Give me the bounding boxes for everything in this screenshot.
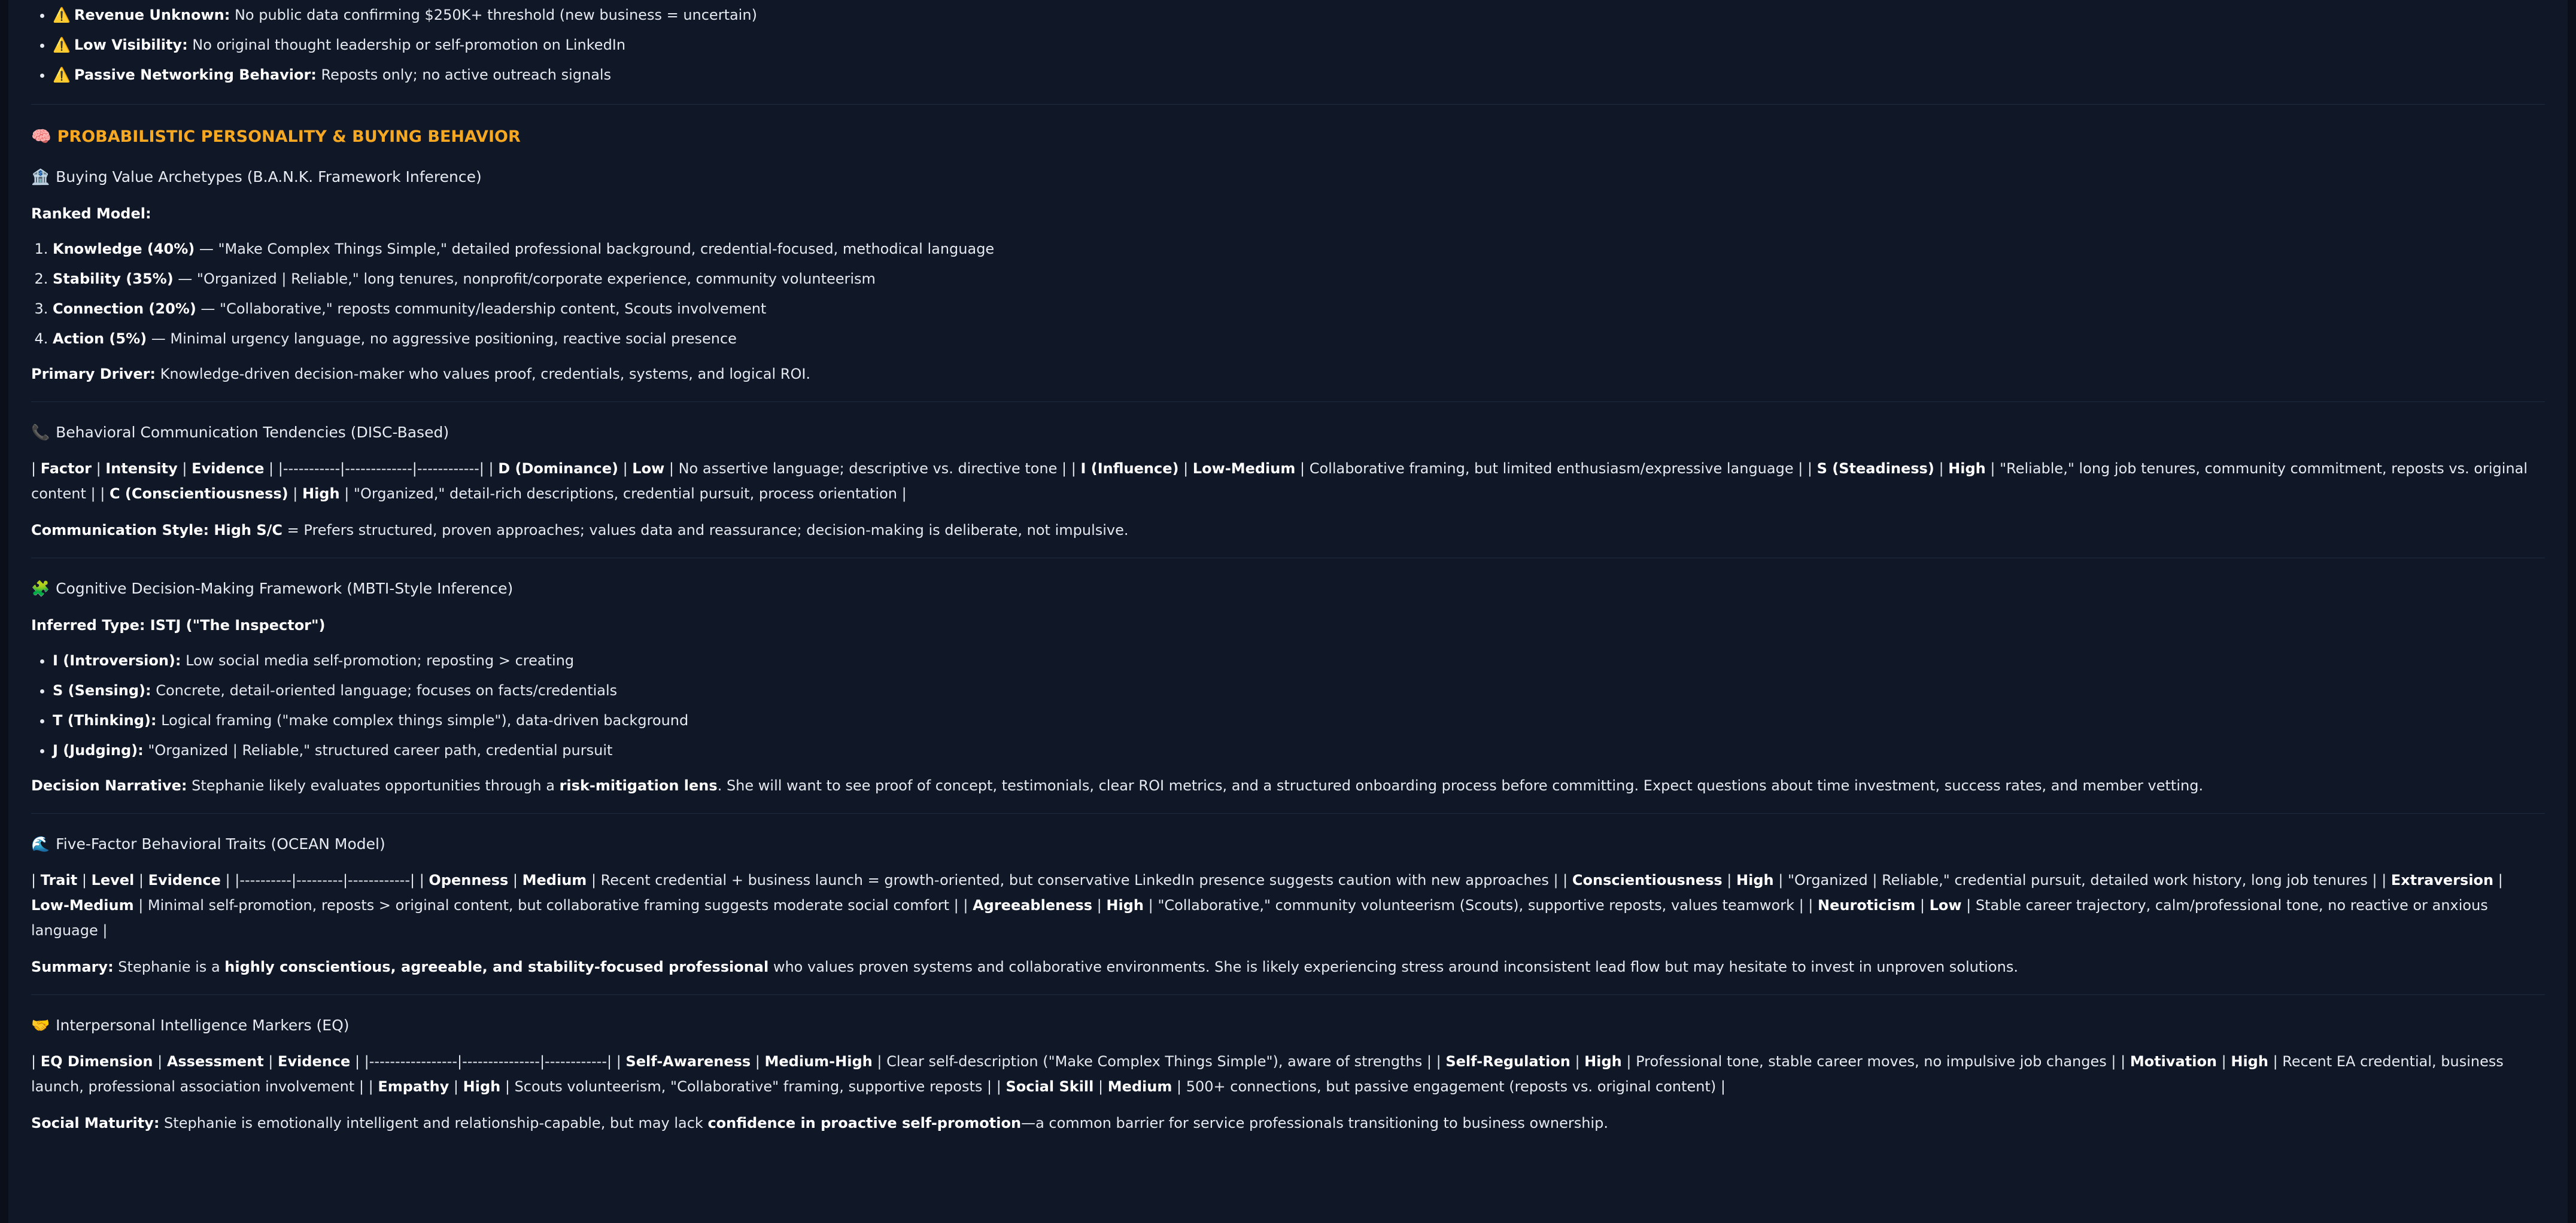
warning-icon: ⚠️ — [53, 36, 71, 53]
ocean-summary: Summary: Stephanie is a highly conscientious, agreeable, and stability-focused professional who values proven systems and collaborative environments. She is likely experiencing stress around inconsistent lead flow but may hesitate to invest in unproven solutions. — [31, 959, 2018, 975]
eq-table-text: | EQ Dimension | Assessment | Evidence | |-----------------|---------------|------------| | Self-Awareness | Medium-High | Clear self-description ("Make Complex Things Simple"), aware of strengths | | Self-Regulation | High | Professional tone, stable career moves, no impulsive job changes | | Motivation | High | Recent EA credential, business launch, professional association involvement | | Empathy | High | Scouts volunteerism, "Collaborative" framing, supportive reposts | | Social Skill | Medium | 500+ connections, but passive engagement (reposts vs. original content) | — [31, 1053, 2504, 1095]
list-item: • ⚠️ Low Visibility: No original thought leadership or self-promotion on LinkedIn — [53, 30, 2545, 60]
disc-table-text: | Factor | Intensity | Evidence | |-----------|-------------|------------| | D (Dominance) | Low | No assertive language; descriptive vs. directive tone | | I (Influence) | Low-Medium | Collaborative framing, but limited enthusiasm/expressive language | | S (Steadiness) | High | "Reliable," long job tenures, community commitment, reposts vs. original content | | C (Conscientiousness) | High | "Organized," detail-rich descriptions, credential pursuit, process orientation | — [31, 460, 2528, 502]
inferred-type: Inferred Type: ISTJ ("The Inspector") — [31, 617, 326, 634]
handshake-icon: 🤝 — [31, 1017, 50, 1034]
disc-heading: 📞 Behavioral Communication Tendencies (DISC-Based) — [31, 424, 449, 441]
eq-heading: 🤝 Interpersonal Intelligence Markers (EQ) — [31, 1017, 350, 1034]
list-item: • J (Judging): "Organized | Reliable," structured career path, credential pursuit — [53, 735, 2545, 765]
right-frame-edge — [2568, 0, 2576, 1223]
list-item: • ⚠️ Revenue Unknown: No public data confirming $250K+ threshold (new business = uncertain) — [53, 0, 2545, 30]
left-frame-edge — [0, 0, 8, 1223]
list-item: • S (Sensing): Concrete, detail-oriented language; focuses on facts/credentials — [53, 676, 2545, 705]
warning-icon: ⚠️ — [53, 7, 71, 23]
section-heading: 🧠 PROBABILISTIC PERSONALITY & BUYING BEHAVIOR — [31, 127, 521, 146]
social-maturity: Social Maturity: Stephanie is emotionally intelligent and relationship-capable, but may lack confidence in proactive self-promotion—a common barrier for service professionals transitioning to business ownership. — [31, 1115, 1608, 1131]
section-divider — [31, 994, 2545, 995]
section-divider — [31, 401, 2545, 402]
ocean-table-text: | Trait | Level | Evidence | |----------|---------|------------| | Openness | Medium | Recent credential + business launch = growth-oriented, but conservative LinkedIn presence suggests caution with new approaches | | Conscientiousness | High | "Organized | Reliable," credential pursuit, detailed work history, long job tenures | | Extraversion | Low-Medium | Minimal self-promotion, reposts > original content, but collaborative framing suggests moderate social comfort | | Agreeableness | High | "Collaborative," community volunteerism (Scouts), supportive reposts, values teamwork | | Neuroticism | Low | Stable career trajectory, calm/professional tone, no reactive or anxious language | — [31, 872, 2503, 939]
ocean-heading: 🌊 Five-Factor Behavioral Traits (OCEAN Model) — [31, 835, 385, 853]
ranked-model-list — [31, 234, 2545, 354]
list-item: • ⚠️ Passive Networking Behavior: Reposts only; no active outreach signals — [53, 60, 2545, 90]
phone-icon: 📞 — [31, 424, 50, 441]
section-divider — [31, 813, 2545, 814]
list-item: • T (Thinking): Logical framing ("make complex things simple"), data-driven background — [53, 705, 2545, 735]
bank-heading: 🏦 Buying Value Archetypes (B.A.N.K. Framework Inference) — [31, 168, 482, 185]
ranked-model-label: Ranked Model: — [31, 205, 151, 222]
puzzle-icon: 🧩 — [31, 580, 50, 597]
mbti-heading: 🧩 Cognitive Decision-Making Framework (MBTI-Style Inference) — [31, 580, 514, 597]
wave-icon: 🌊 — [31, 835, 50, 853]
list-item: 3. Connection (20%) — "Collaborative," reposts community/leadership content, Scouts involvement — [53, 294, 2545, 324]
warning-icon: ⚠️ — [53, 66, 71, 83]
list-item: • I (Introversion): Low social media self-promotion; reposting > creating — [53, 646, 2545, 676]
section-divider — [31, 104, 2545, 105]
risk-flags-list — [31, 0, 2545, 90]
mbti-list — [31, 646, 2545, 765]
report-content — [31, 0, 2545, 1136]
list-item: 4. Action (5%) — Minimal urgency language, no aggressive positioning, reactive social presence — [53, 324, 2545, 354]
brain-icon: 🧠 — [31, 127, 51, 146]
list-item: 1. Knowledge (40%) — "Make Complex Things Simple," detailed professional background, credential-focused, methodical language — [53, 234, 2545, 264]
list-item: 2. Stability (35%) — "Organized | Reliable," long tenures, nonprofit/corporate experience, community volunteerism — [53, 264, 2545, 294]
decision-narrative: Decision Narrative: Stephanie likely evaluates opportunities through a risk-mitigation lens. She will want to see proof of concept, testimonials, clear ROI metrics, and a structured onboarding process before committing. Expect questions about time investment, success rates, and member vetting. — [31, 777, 2204, 794]
bank-icon: 🏦 — [31, 168, 50, 185]
communication-style: Communication Style: High S/C = Prefers structured, proven approaches; values data and reassurance; decision-making is deliberate, not impulsive. — [31, 522, 1129, 539]
primary-driver: Primary Driver: Knowledge-driven decision-maker who values proof, credentials, systems, and logical ROI. — [31, 366, 811, 382]
